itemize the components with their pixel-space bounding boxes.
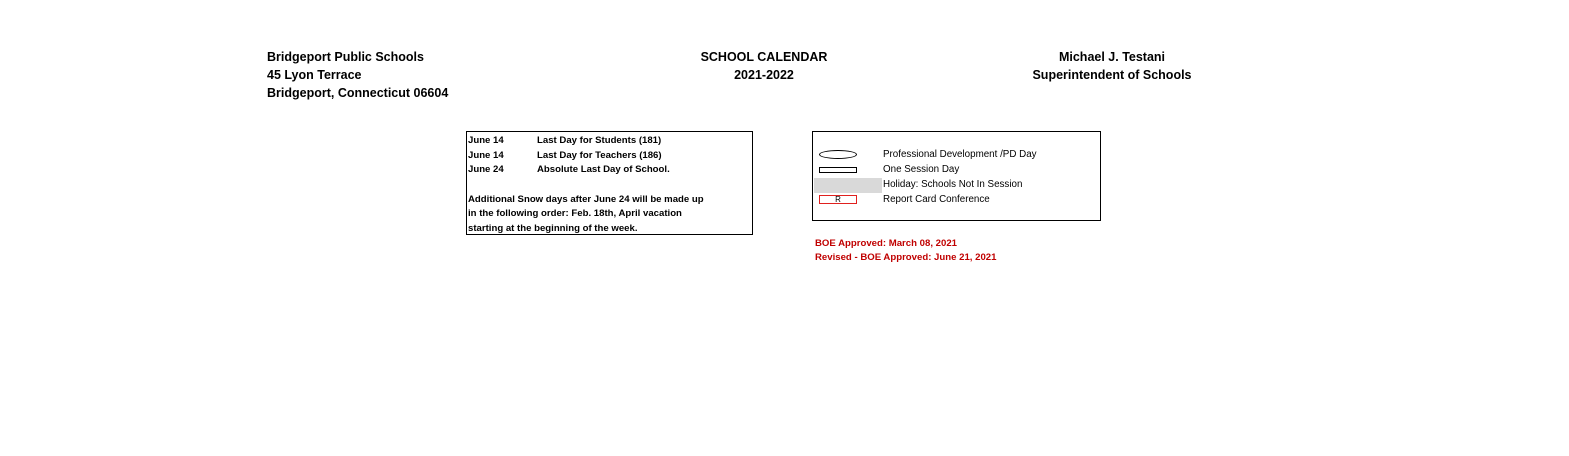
gray-fill-swatch-icon bbox=[814, 178, 882, 193]
superintendent-title: Superintendent of Schools bbox=[1032, 68, 1192, 82]
calendar-year: 2021-2022 bbox=[734, 68, 794, 82]
snow-days-note bbox=[467, 193, 752, 237]
key-date-row bbox=[467, 134, 752, 149]
legend-label: Professional Development /PD Day bbox=[883, 149, 1037, 160]
key-date-row bbox=[467, 149, 752, 164]
legend-row-holiday bbox=[813, 178, 1100, 193]
rectangle-symbol-icon bbox=[819, 167, 857, 173]
legend-row-pd bbox=[813, 148, 1100, 163]
note-line: in the following order: Feb. 18th, April vacation bbox=[468, 208, 682, 220]
legend-box bbox=[812, 131, 1101, 221]
key-date-description: Absolute Last Day of School. bbox=[537, 164, 670, 176]
ellipse-symbol-icon bbox=[819, 150, 857, 159]
calendar-title-block bbox=[664, 48, 864, 84]
report-card-symbol-icon: R bbox=[819, 195, 857, 204]
note-line: Additional Snow days after June 24 will be made up bbox=[468, 193, 704, 205]
note-line: starting at the beginning of the week. bbox=[468, 222, 638, 234]
district-name: Bridgeport Public Schools bbox=[267, 50, 424, 64]
legend-label: Report Card Conference bbox=[883, 194, 990, 205]
boe-revised-approved-date: Revised - BOE Approved: June 21, 2021 bbox=[815, 252, 997, 263]
key-date-description: Last Day for Students (181) bbox=[537, 135, 662, 146]
boe-approved-date: BOE Approved: March 08, 2021 bbox=[815, 238, 957, 249]
superintendent-block bbox=[1010, 48, 1214, 84]
key-date-row bbox=[467, 163, 752, 178]
superintendent-name: Michael J. Testani bbox=[1058, 50, 1166, 64]
key-date: June 24 bbox=[468, 164, 504, 176]
legend-label: Holiday: Schools Not In Session bbox=[883, 179, 1023, 190]
legend-row-report-card bbox=[813, 193, 1100, 208]
legend-label: One Session Day bbox=[883, 164, 960, 175]
key-date: June 14 bbox=[468, 135, 504, 146]
calendar-title: SCHOOL CALENDAR bbox=[700, 50, 828, 64]
key-dates-box bbox=[466, 131, 753, 235]
district-city: Bridgeport, Connecticut 06604 bbox=[267, 86, 449, 100]
key-date-description: Last Day for Teachers (186) bbox=[537, 149, 662, 161]
key-date: June 14 bbox=[468, 149, 504, 161]
district-address-block bbox=[267, 48, 448, 102]
legend-row-one-session bbox=[813, 163, 1100, 178]
district-street: 45 Lyon Terrace bbox=[267, 68, 362, 82]
